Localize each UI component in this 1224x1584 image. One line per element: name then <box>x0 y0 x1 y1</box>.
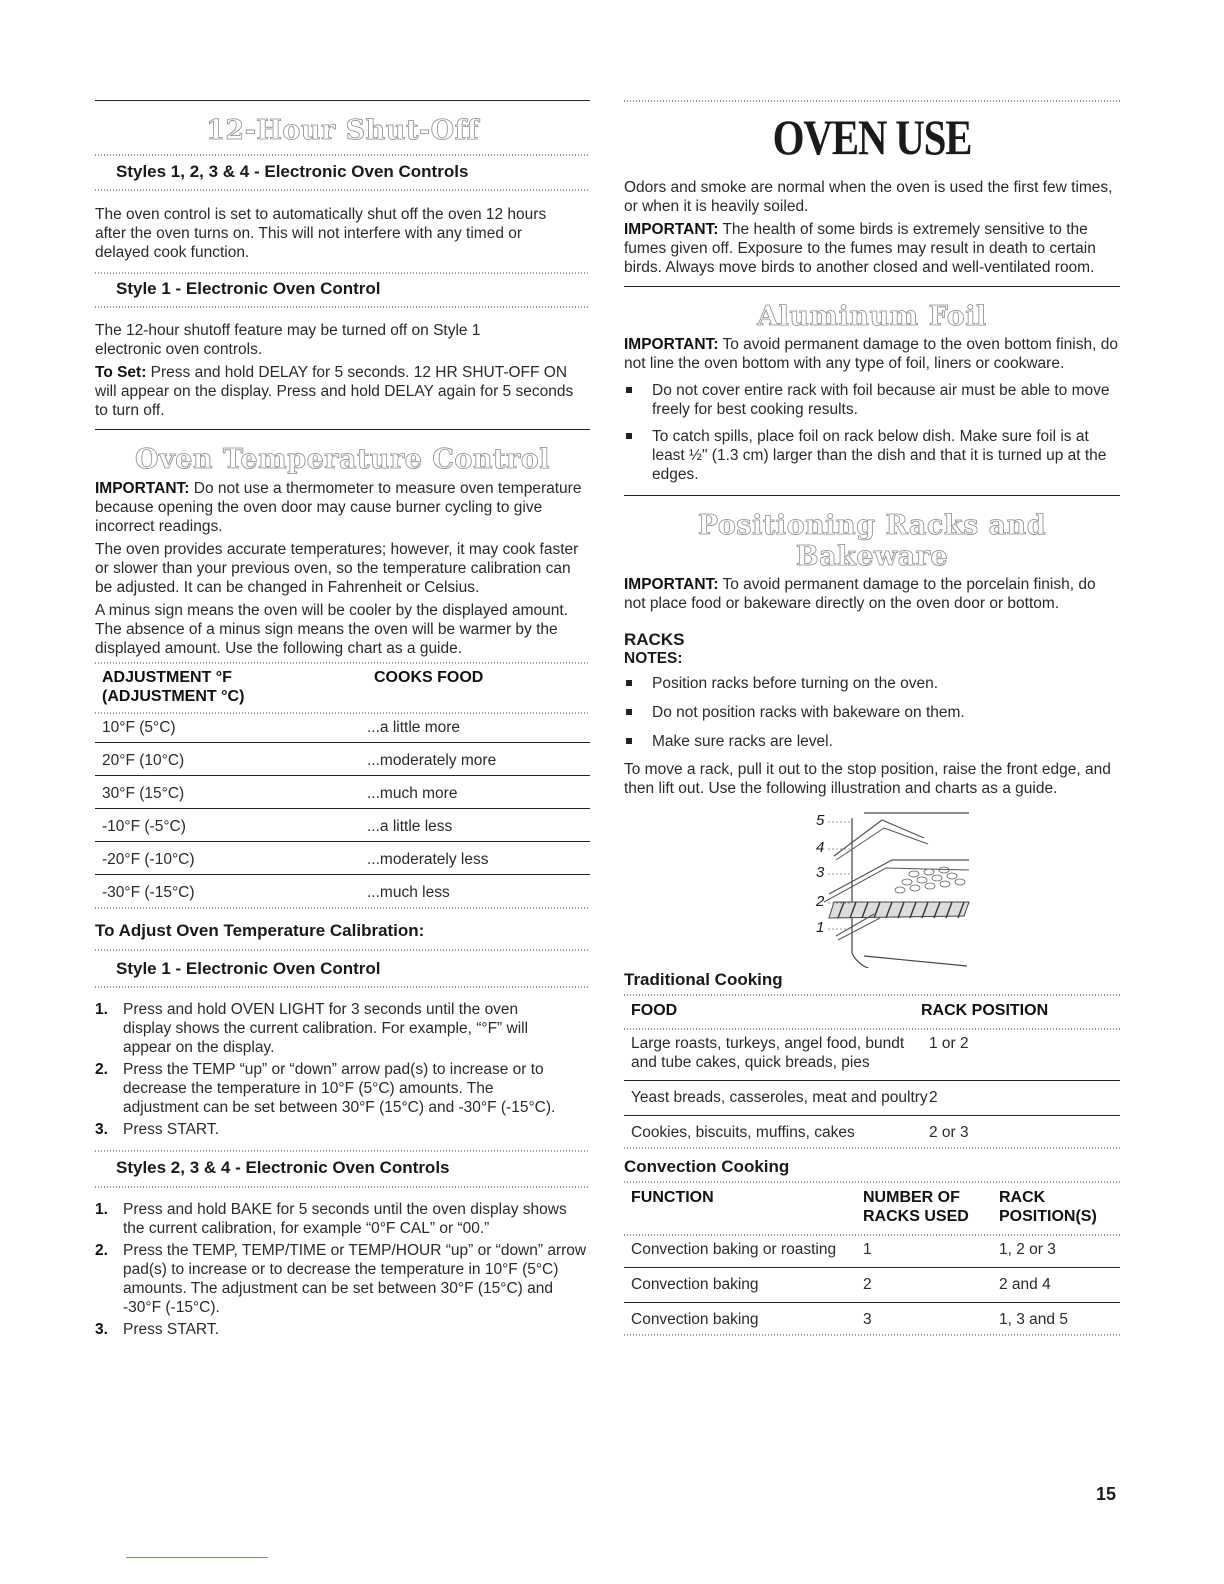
list-item: 1. Press and hold OVEN LIGHT for 3 seconds until the oven display shows the current calibration. For example, “°F” will appear on the display. <box>95 1001 529 1056</box>
important-thermometer: IMPORTANT: Do not use a thermometer to measure oven temperature because opening the oven door may cause burner cycling to give incorrect readings. <box>95 480 582 535</box>
convection-table-header <box>624 1188 1120 1226</box>
rack-level-label: 5 <box>816 812 825 829</box>
header-function: FUNCTION <box>631 1189 714 1206</box>
table-header <box>624 1188 1120 1226</box>
header-rack-positions: RACK POSITION(S) <box>999 1189 1097 1225</box>
table-row: -20°F (-10°C) ...moderately less <box>95 842 590 875</box>
section-title-aluminum-foil: Aluminum Foil <box>757 301 987 332</box>
traditional-table-header <box>624 1001 1120 1020</box>
page-number: 15 <box>1096 1484 1117 1504</box>
header-rack-position: RACK POSITION <box>921 1002 1049 1019</box>
subheading-styles-2-4: Styles 2, 3 & 4 - Electronic Oven Controls <box>116 1158 450 1177</box>
rack-diagram <box>624 798 1120 968</box>
foil-bullets <box>624 381 1120 484</box>
subheading-style-1-calibration: Style 1 - Electronic Oven Control <box>116 959 381 978</box>
important-porcelain: IMPORTANT: To avoid permanent damage to the porcelain finish, do not place food or bakeware directly on the oven door or bottom. <box>624 576 1096 612</box>
divider <box>624 1334 1120 1336</box>
shutoff-style1-paragraph: The 12-hour shutoff feature may be turned off on Style 1 electronic oven controls. <box>95 322 481 358</box>
list-item: Make sure racks are level. <box>624 732 1120 751</box>
rack-level-label: 4 <box>816 839 825 856</box>
table-row: -10°F (-5°C) ...a little less <box>95 809 590 842</box>
rack-level-label: 2 <box>816 893 825 910</box>
divider <box>624 1181 1120 1183</box>
adjustment-rows <box>95 714 590 907</box>
notes-heading: NOTES: <box>624 650 683 667</box>
divider <box>624 994 1120 996</box>
shutoff-paragraph: The oven control is set to automatically shut off the oven 12 hours after the oven turns on. This will not interfere with any timed or delayed cook function. <box>95 206 547 261</box>
subheading-styles-1-4: Styles 1, 2, 3 & 4 - Electronic Oven Controls <box>116 162 469 181</box>
list-item: 3. Press START. <box>95 1121 219 1138</box>
convection-cooking-heading: Convection Cooking <box>624 1157 790 1176</box>
convection-table <box>624 1236 1120 1334</box>
table-header <box>624 1001 1120 1020</box>
header-number-of-racks: NUMBER OF RACKS USED <box>863 1189 969 1225</box>
table-row: -30°F (-15°C) ...much less <box>102 884 450 901</box>
list-item: 2. Press the TEMP, TEMP/TIME or TEMP/HOUR “up” or “down” arrow pad(s) to increase or to decrease the temperature in 10°F (5°C) amounts. The adjustment can be set between 30°F (15°C) and -30°F (-15°C). <box>95 1242 587 1316</box>
style1-steps <box>95 1000 565 1139</box>
list-item: 2. Press the TEMP “up” or “down” arrow pad(s) to increase or to decrease the temperature in 10°F (5°C) amounts. The adjustment can be set between 30°F (15°C) and -30°F (-15°C). <box>95 1061 556 1116</box>
table-row: Cookies, biscuits, muffins, cakes 2 or 3 <box>631 1124 969 1141</box>
table-row: Convection baking 2 2 and 4 <box>624 1268 1120 1303</box>
style234-steps <box>95 1200 590 1339</box>
important-foil: IMPORTANT: To avoid permanent damage to the oven bottom finish, do not line the oven bottom with any type of foil, liners or cookware. <box>624 336 1118 372</box>
bottom-link-line <box>126 1557 268 1558</box>
header-cooks-food: COOKS FOOD <box>374 669 484 686</box>
section-title-positioning-racks: Positioning Racks and Bakeware <box>697 510 1047 572</box>
header-adjustment: ADJUSTMENT °F <box>102 669 232 686</box>
table-header <box>95 668 590 706</box>
table-row: 10°F (5°C) ...a little more <box>95 714 590 743</box>
important-birds: IMPORTANT: The health of some birds is extremely sensitive to the fumes given off. Exposure to the fumes may result in death to certain birds. Always move birds to another closed and well-ventilated room. <box>624 221 1096 276</box>
traditional-cooking-heading: Traditional Cooking <box>624 970 783 989</box>
odors-paragraph: Odors and smoke are normal when the oven is used the first few times, or when it is heavily soiled. <box>624 179 1113 215</box>
table-row: 20°F (10°C) ...moderately more <box>95 743 590 776</box>
rack-level-label: 3 <box>816 864 825 881</box>
page-title: OVEN USE <box>772 109 972 165</box>
list-item: Do not position racks with bakeware on them. <box>624 703 1120 722</box>
list-item: Position racks before turning on the oven. <box>624 674 1120 693</box>
header-adjustment-c: (ADJUSTMENT °C) <box>102 688 245 705</box>
table-row: 30°F (15°C) ...much more <box>95 776 590 809</box>
subheading-style-1: Style 1 - Electronic Oven Control <box>116 279 381 298</box>
table-row: Convection baking 3 1, 3 and 5 <box>631 1311 1068 1328</box>
rack-level-label: 1 <box>816 919 825 936</box>
to-set-paragraph: To Set: Press and hold DELAY for 5 seconds. 12 HR SHUT-OFF ON will appear on the display. Press and hold DELAY again for 5 seconds to turn off. <box>95 364 574 419</box>
header-food: FOOD <box>631 1002 678 1019</box>
racks-notes <box>624 674 1120 751</box>
list-item: To catch spills, place foil on rack below dish. Make sure foil is at least ½" (1.3 cm) larger than the dish and that it is turned up at the edges. <box>624 427 1120 484</box>
left-column <box>95 100 590 1339</box>
adjust-calibration-heading: To Adjust Oven Temperature Calibration: <box>95 921 425 940</box>
table-row: Yeast breads, casseroles, meat and poultry 2 <box>624 1081 1120 1116</box>
right-column <box>624 100 1120 1336</box>
table-row: Convection baking or roasting 1 1, 2 or 3 <box>624 1236 1120 1268</box>
adjustment-table <box>95 668 590 706</box>
list-item: Do not cover entire rack with foil because air must be able to move freely for best cooking results. <box>624 381 1120 419</box>
divider <box>95 662 590 664</box>
table-row: Large roasts, turkeys, angel food, bundt and tube cakes, quick breads, pies 1 or 2 <box>624 1030 1120 1081</box>
rack-illustration <box>624 798 1120 968</box>
racks-heading: RACKS <box>624 630 685 649</box>
list-item: 1. Press and hold BAKE for 5 seconds until the oven display shows the current calibration, for example “0°F CAL” or “00.” <box>95 1201 567 1237</box>
minus-sign-paragraph: A minus sign means the oven will be cooler by the displayed amount. The absence of a minus sign means the oven will be warmer by the displayed amount. Use the following chart as a guide. <box>95 602 569 657</box>
section-title-oven-temp-control: Oven Temperature Control <box>135 444 550 475</box>
list-item: 3. Press START. <box>95 1321 219 1338</box>
move-rack-paragraph: To move a rack, pull it out to the stop position, raise the front edge, and then lift out. Use the following illustration and charts as a guide. <box>624 761 1111 797</box>
section-title-12-hour-shutoff: 12-Hour Shut-Off <box>206 115 479 146</box>
traditional-table <box>624 1030 1120 1147</box>
calibration-paragraph: The oven provides accurate temperatures; however, it may cook faster or slower than your previous oven, so the temperature calibration can be adjusted. It can be changed in Fahrenheit or Celsius. <box>95 541 579 596</box>
